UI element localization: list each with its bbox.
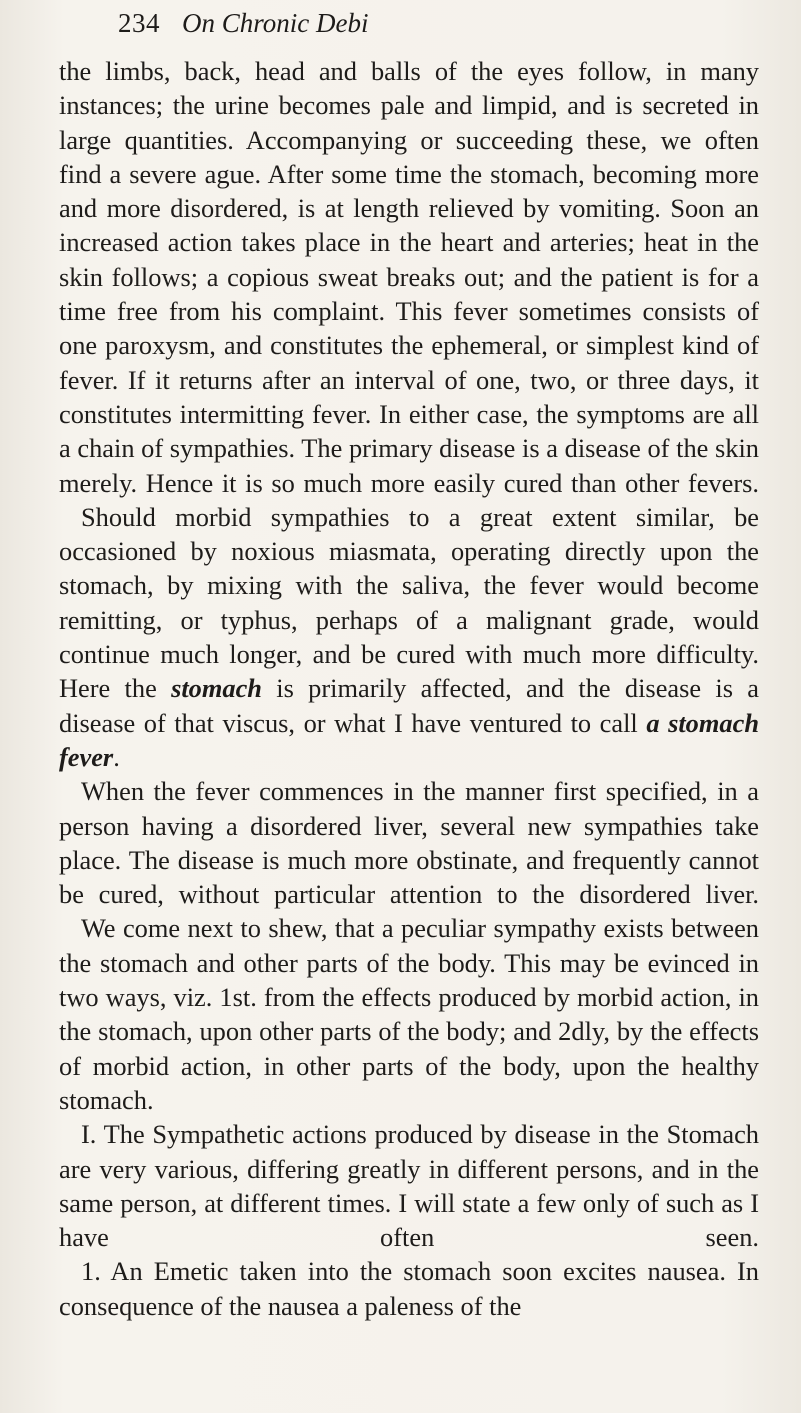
body-text xyxy=(59,54,759,1323)
paragraph: I. The Sympathetic actions produced by disease in the Stomach are very various, differing greatly in different persons, and in the same person, at different times. I will state a few only of such as I have often seen. xyxy=(59,1119,759,1253)
paragraph-text: Should morbid sympathies to a great extent similar, be occasioned by noxious miasmata, operating directly upon the stomach, by mixing with the saliva, the fever would become remitting, or typhus, perhaps of a malignant grade, would continue much longer, and be cured with much more difficulty. Here the xyxy=(59,501,759,704)
paragraph-text: . xyxy=(113,741,120,772)
paragraph-text: is primarily affected, and the disease is a disease of that viscus, or what I have ventured to call xyxy=(59,673,759,738)
page-header xyxy=(118,3,368,43)
paragraph xyxy=(59,500,759,774)
paragraph: When the fever commences in the manner first specified, in a person having a disordered liver, several new sympathies take place. The disease is much more obstinate, and frequently cannot be cured, without particular attention to the disordered liver. xyxy=(59,776,759,910)
paragraph: 1. An Emetic taken into the stomach soon excites nausea. In consequence of the nausea a paleness of the xyxy=(59,1256,759,1321)
italic-term: stomach xyxy=(171,673,262,704)
paragraph: the limbs, back, head and balls of the eyes follow, in many instances; the urine becomes pale and limpid, and is secreted in large quantities. Accompanying or succeeding these, we often find a severe ague. After some time the stomach, becoming more and more disordered, is at length relieved by vomiting. Soon an increased action takes place in the heart and arteries; heat in the skin follows; a copious sweat breaks out; and the patient is for a time free from his complaint. This fever sometimes consists of one paroxysm, and constitutes the ephemeral, or simplest kind of fever. If it returns after an interval of one, two, or three days, it constitutes intermitting fever. In either case, the symptoms are all a chain of sympathies. The primary disease is a disease of the skin merely. Hence it is so much more easily cured than other fevers. xyxy=(59,56,759,498)
running-title: On Chronic Debi xyxy=(182,8,369,38)
page-number: 234 xyxy=(118,8,160,38)
italic-term: a stomach fever xyxy=(59,707,759,772)
paragraph: We come next to shew, that a peculiar sympathy exists between the stomach and other parts of the body. This may be evinced in two ways, viz. 1st. from the effects produced by morbid action, in the stomach, upon other parts of the body; and 2dly, by the effects of morbid action, in other parts of the body, upon the healthy stomach. xyxy=(59,913,759,1115)
